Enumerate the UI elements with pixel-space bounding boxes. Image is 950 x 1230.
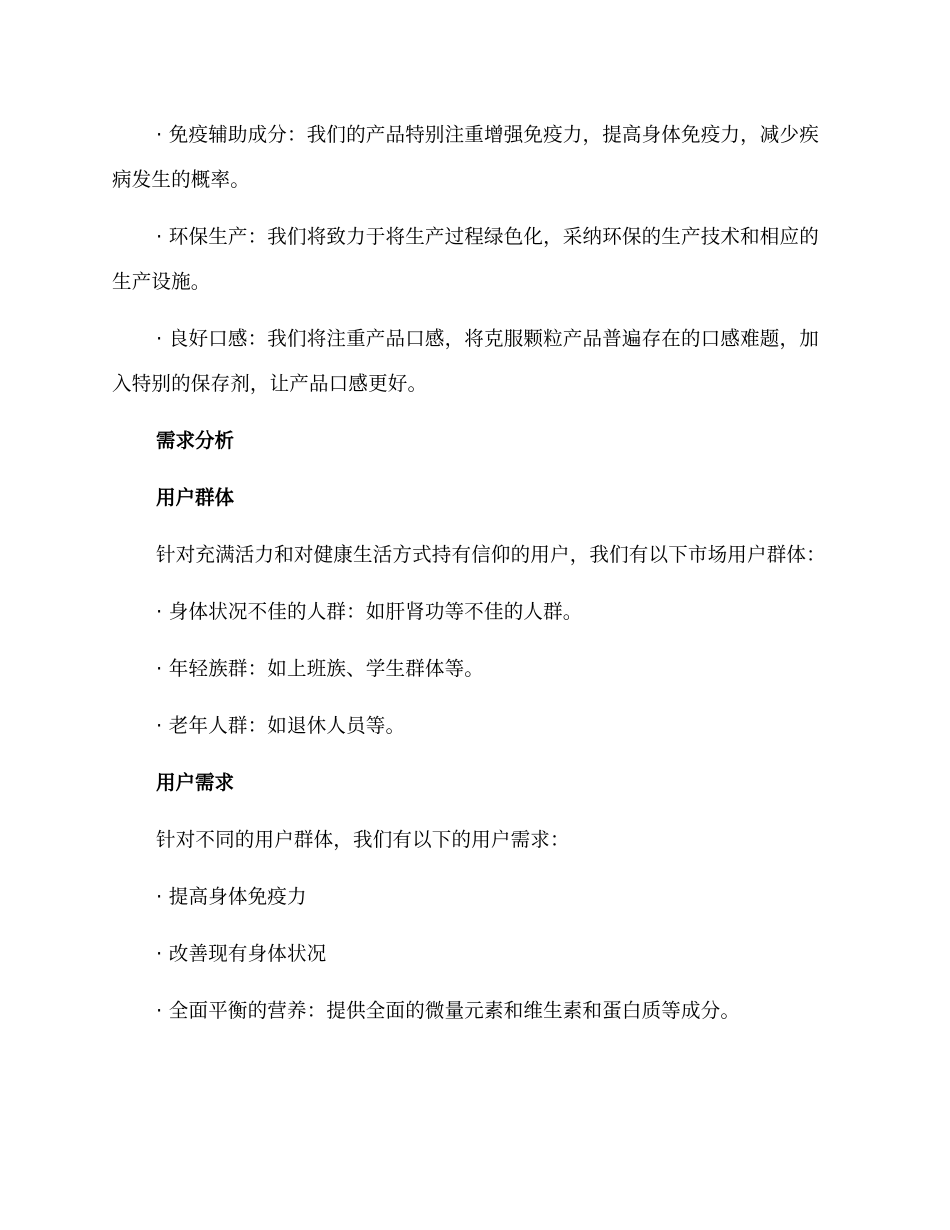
bullet-immune-ingredient: · 免疫辅助成分：我们的产品特别注重增强免疫力，提高身体免疫力，减少疾病发生的概率。 xyxy=(112,123,819,191)
section-heading-demand-analysis: 需求分析 xyxy=(156,429,235,452)
bullet-eco-production: · 环保生产：我们将致力于将生产过程绿色化，采纳环保的生产技术和相应的生产设施。 xyxy=(112,225,819,293)
bullet-improve-immunity: · 提高身体免疫力 xyxy=(156,885,307,908)
bullet-improve-condition: · 改善现有身体状况 xyxy=(156,942,327,965)
subheading-user-needs: 用户需求 xyxy=(156,771,235,794)
bullet-good-taste: · 良好口感：我们将注重产品口感，将克服颗粒产品普遍存在的口感难题，加入特别的保存剂，让产品口感更好。 xyxy=(112,327,819,395)
bullet-balanced-nutrition: · 全面平衡的营养：提供全面的微量元素和维生素和蛋白质等成分。 xyxy=(156,999,741,1022)
bullet-elderly-group: · 老年人群：如退休人员等。 xyxy=(156,714,406,737)
document-page xyxy=(112,112,832,1045)
subheading-user-groups: 用户群体 xyxy=(156,486,235,509)
bullet-poor-health-group: · 身体状况不佳的人群：如肝肾功等不佳的人群。 xyxy=(156,600,583,623)
user-needs-intro: 针对不同的用户群体，我们有以下的用户需求： xyxy=(156,828,570,851)
bullet-young-group: · 年轻族群：如上班族、学生群体等。 xyxy=(156,657,484,680)
user-groups-intro: 针对充满活力和对健康生活方式持有信仰的用户，我们有以下市场用户群体： xyxy=(156,543,826,566)
